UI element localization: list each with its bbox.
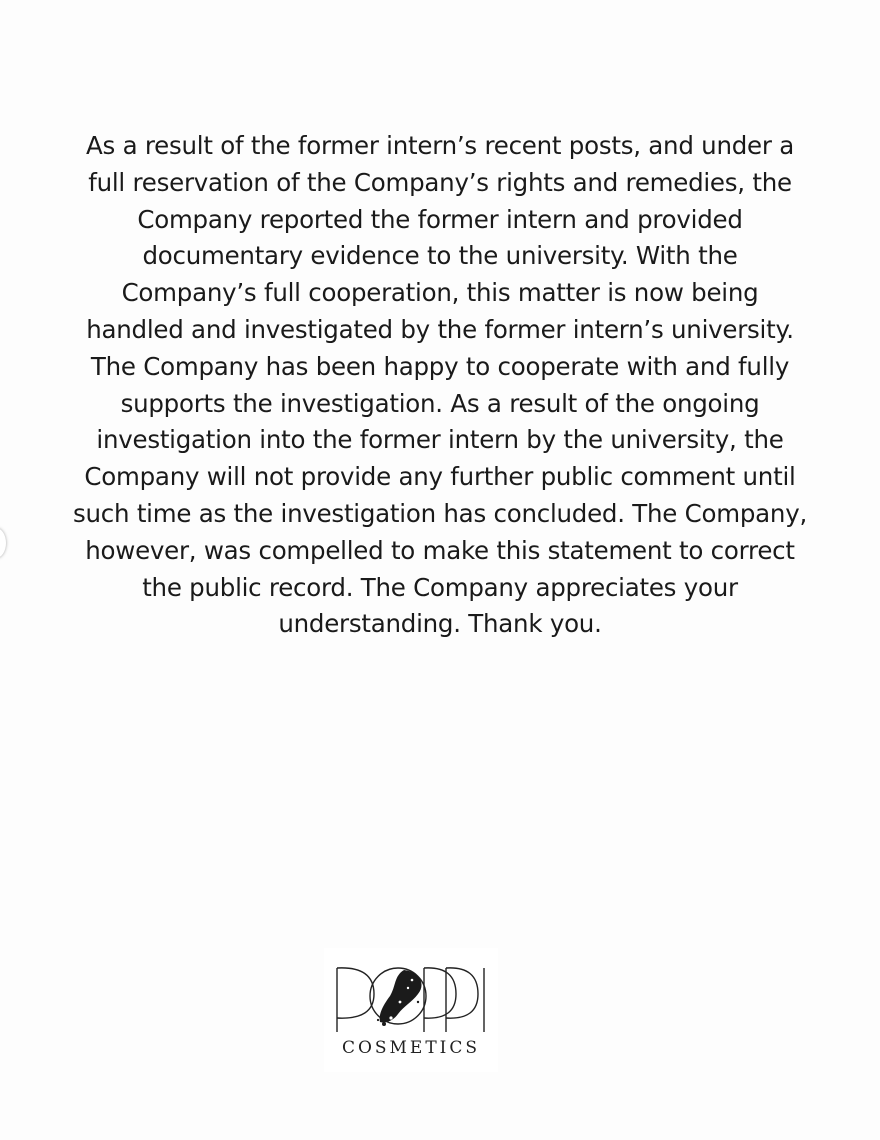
statement-line: investigation into the former intern by the university, the xyxy=(96,425,784,455)
statement-line: however, was compelled to make this statement to correct xyxy=(85,535,795,565)
statement-line: The Company has been happy to cooperate with and fully xyxy=(90,351,790,381)
poppi-logo-mark-icon xyxy=(334,958,488,1034)
statement-line: As a result of the former intern’s recent posts, and under a xyxy=(86,131,794,160)
statement-line: Company will not provide any further public comment until xyxy=(84,462,796,492)
brand-logo xyxy=(324,948,498,1072)
statement-line: Company’s full cooperation, this matter is now being xyxy=(121,278,759,308)
carousel-edge-button[interactable] xyxy=(0,528,6,558)
statement-line: understanding. Thank you. xyxy=(278,609,602,639)
statement-line: the public record. The Company appreciates your xyxy=(142,572,738,602)
statement-line: Company reported the former intern and provided xyxy=(137,204,743,234)
statement-line: handled and investigated by the former intern’s university. xyxy=(86,314,794,344)
statement-line: such time as the investigation has concluded. The Company, xyxy=(73,498,807,528)
statement-line: documentary evidence to the university. With the xyxy=(142,241,738,271)
statement-text xyxy=(20,128,860,643)
logo-subtitle: COSMETICS xyxy=(341,1038,481,1058)
statement-line: supports the investigation. As a result of the ongoing xyxy=(120,388,760,418)
statement-line: full reservation of the Company’s rights and remedies, the xyxy=(88,167,792,197)
